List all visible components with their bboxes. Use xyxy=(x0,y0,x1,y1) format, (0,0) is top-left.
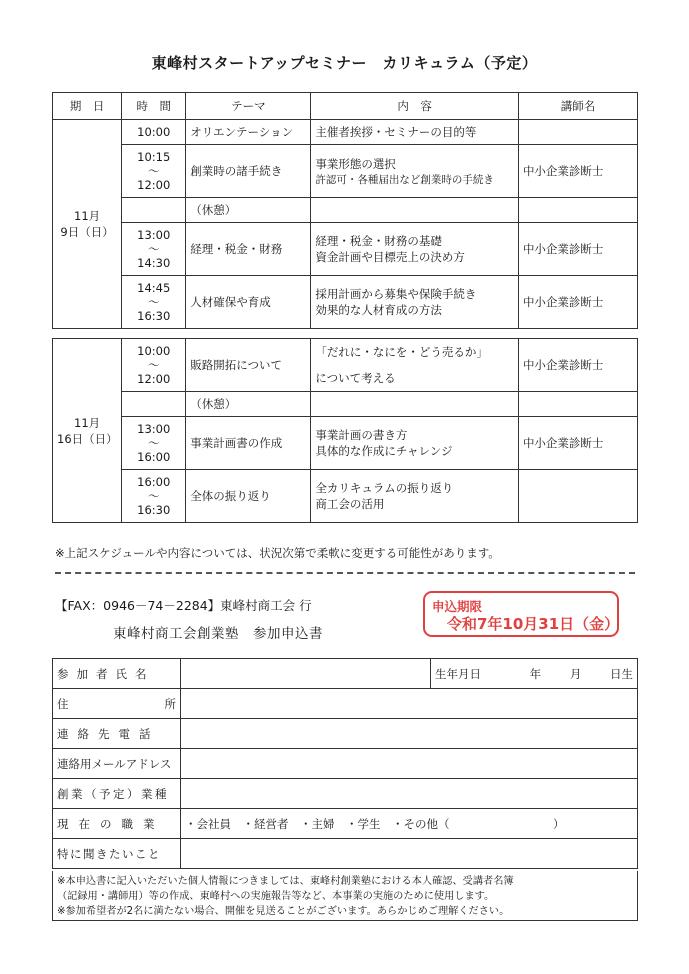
content-cell xyxy=(311,392,519,417)
deadline-label: 申込期限 xyxy=(432,599,483,614)
header-date: 期 日 xyxy=(53,93,122,120)
theme-cell: （休憩） xyxy=(186,198,311,223)
theme-cell: オリエンテーション xyxy=(186,120,311,145)
phone-field[interactable] xyxy=(181,719,638,749)
lecturer-cell: 中小企業診断士 xyxy=(518,417,637,470)
time-cell: 10:00 ～ 12:00 xyxy=(122,339,186,392)
lecturer-cell xyxy=(518,470,637,523)
lecturer-cell: 中小企業診断士 xyxy=(518,339,637,392)
fax-destination: 【FAX：0946－74－2284】東峰村商工会 行 xyxy=(55,598,312,613)
name-field[interactable] xyxy=(181,659,431,689)
application-form-table xyxy=(52,658,638,869)
content-cell: 「だれに・なにを・どう売るか」 について考える xyxy=(311,339,519,392)
time-cell: 13:00 ～ 16:00 xyxy=(122,417,186,470)
theme-cell: 人材確保や育成 xyxy=(186,276,311,329)
phone-label: 連絡先電話 xyxy=(53,719,181,749)
content-cell: 採用計画から募集や保険手続き 効果的な人材育成の方法 xyxy=(311,276,519,329)
content-cell xyxy=(311,198,519,223)
header-lecturer: 講師名 xyxy=(518,93,637,120)
theme-cell: 創業時の諸手続き xyxy=(186,145,311,198)
lecturer-cell xyxy=(518,392,637,417)
deadline-box xyxy=(423,591,619,637)
content-cell: 事業計画の書き方 具体的な作成にチャレンジ xyxy=(311,417,519,470)
schedule-note: ※上記スケジュールや内容については、状況次第で柔軟に変更する可能性があります。 xyxy=(55,546,500,560)
content-cell: 全カリキュラムの振り返り 商工会の活用 xyxy=(311,470,519,523)
application-form-title: 東峰村商工会創業塾 参加申込書 xyxy=(113,626,323,642)
business-type-field[interactable] xyxy=(181,779,638,809)
table-row xyxy=(53,276,638,329)
table-row xyxy=(53,198,638,223)
email-label: 連絡用メールアドレス xyxy=(53,749,181,779)
table-row xyxy=(53,145,638,198)
lecturer-cell: 中小企業診断士 xyxy=(518,276,637,329)
content-cell: 主催者挨拶・セミナーの目的等 xyxy=(311,120,519,145)
time-cell xyxy=(122,198,186,223)
time-cell xyxy=(122,392,186,417)
lecturer-cell: 中小企業診断士 xyxy=(518,223,637,276)
table-row xyxy=(53,120,638,145)
job-options[interactable]: ・会社員 ・経営者 ・主婦 ・学生 ・その他（ ） xyxy=(181,809,638,839)
schedule-table-day1 xyxy=(52,92,638,329)
day1-date: 11月 9日（日） xyxy=(53,120,122,329)
theme-cell: 事業計画書の作成 xyxy=(186,417,311,470)
form-row-question xyxy=(53,839,638,869)
content-cell: 事業形態の選択 許認可・各種届出など創業時の手続き xyxy=(311,145,519,198)
theme-cell: 経理・税金・財務 xyxy=(186,223,311,276)
form-row-job xyxy=(53,809,638,839)
form-row-business xyxy=(53,779,638,809)
lecturer-cell xyxy=(518,120,637,145)
content-cell: 経理・税金・財務の基礎 資金計画や目標売上の決め方 xyxy=(311,223,519,276)
schedule-header-row xyxy=(53,93,638,120)
table-row xyxy=(53,470,638,523)
name-label: 参加者氏名 xyxy=(53,659,181,689)
theme-cell: 販路開拓について xyxy=(186,339,311,392)
table-row xyxy=(53,223,638,276)
header-content: 内 容 xyxy=(311,93,519,120)
lecturer-cell xyxy=(518,198,637,223)
form-row-email xyxy=(53,749,638,779)
question-label: 特に聞きたいこと xyxy=(53,839,181,869)
time-cell: 13:00 ～ 14:30 xyxy=(122,223,186,276)
deadline-date: 令和7年10月31日（金） xyxy=(447,615,620,633)
address-field[interactable] xyxy=(181,689,638,719)
form-row-address xyxy=(53,689,638,719)
lecturer-cell: 中小企業診断士 xyxy=(518,145,637,198)
time-cell: 10:00 xyxy=(122,120,186,145)
header-time: 時 間 xyxy=(122,93,186,120)
header-theme: テーマ xyxy=(186,93,311,120)
address-label: 住 所 xyxy=(53,689,181,719)
time-cell: 16:00 ～ 16:30 xyxy=(122,470,186,523)
email-field[interactable] xyxy=(181,749,638,779)
table-row xyxy=(53,417,638,470)
table-row xyxy=(53,392,638,417)
time-cell: 10:15 ～ 12:00 xyxy=(122,145,186,198)
day2-date: 11月 16日（日） xyxy=(53,339,122,523)
job-label: 現在の職業 xyxy=(53,809,181,839)
theme-cell: （休憩） xyxy=(186,392,311,417)
privacy-footnote: ※本申込書に記入いただいた個人情報につきましては、東峰村創業塾における本人確認、受講者名簿 （記録用・講師用）等の作成、東峰村への実施報告等など、本事業の実施のために使用します。 ※参加希望者が2名に満たない場合、開催を見送ることがございます。あらかじめご理解ください。 xyxy=(52,871,638,921)
question-field[interactable] xyxy=(181,839,638,869)
time-cell: 14:45 ～ 16:30 xyxy=(122,276,186,329)
form-row-phone xyxy=(53,719,638,749)
curriculum-title: 東峰村スタートアップセミナー カリキュラム（予定） xyxy=(151,54,538,72)
schedule-table-day2 xyxy=(52,338,638,523)
birthdate-field[interactable]: 生年月日 年 月 日生 xyxy=(431,659,638,689)
table-row xyxy=(53,339,638,392)
theme-cell: 全体の振り返り xyxy=(186,470,311,523)
form-row-name xyxy=(53,659,638,689)
business-type-label: 創業（予定）業種 xyxy=(53,779,181,809)
cut-line xyxy=(55,572,635,574)
